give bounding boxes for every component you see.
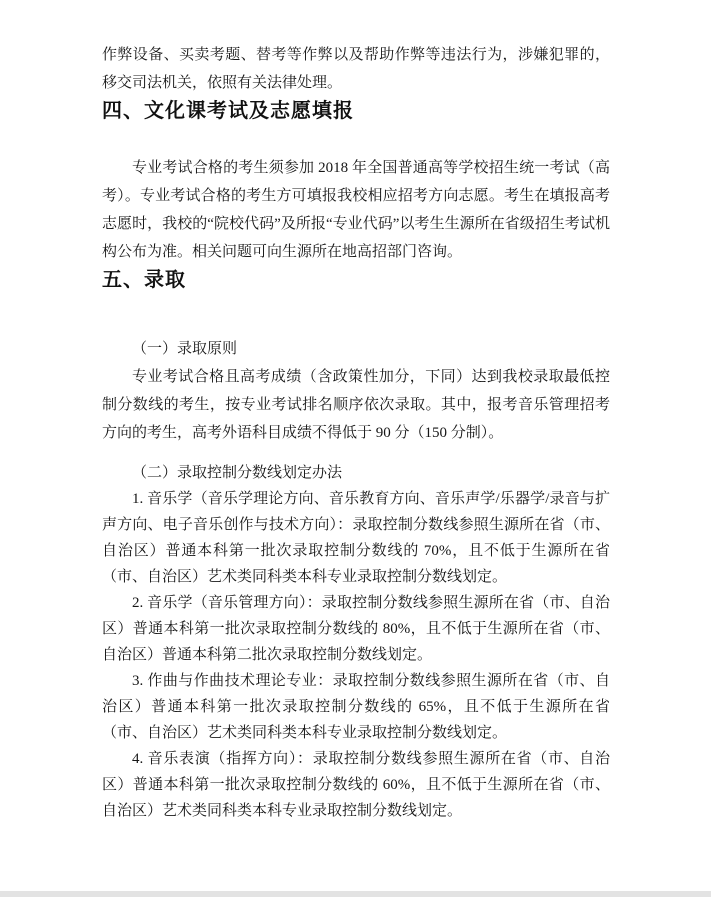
- section4-intro-paragraph: 专业考试合格的考生须参加 2018 年全国普通高等学校招生统一考试（高考）。专业考试合格的考生方可填报我校相应招考方向志愿。考生在填报高考志愿时，我校的“院校代码”及所报“专业代码”以考生生源所在省级招生考试机构公布为准。相关问题可向生源所在地高招部门咨询。: [102, 160, 610, 260]
- list-item-composition: 3. 作曲与作曲技术理论专业：录取控制分数线参照生源所在省（市、自治区）普通本科第一批次录取控制分数线的 65%，且不低于生源所在省（市、自治区）艺术类同科类本科专业录取控制分数线划定。: [102, 673, 610, 741]
- list-item-music-management: 2. 音乐学（音乐管理方向）：录取控制分数线参照生源所在省（市、自治区）普通本科第一批次录取控制分数线的 80%，且不低于生源所在省（市、自治区）普通本科第二批次录取控制分数线划定。: [102, 595, 610, 663]
- subsection-title-score-line-rules: （二）录取控制分数线划定办法: [132, 465, 343, 481]
- admission-principles-body: 专业考试合格且高考成绩（含政策性加分，下同）达到我校录取最低控制分数线的考生，按专业考试排名顺序依次录取。其中，报考音乐管理招考方向的考生，高考外语科目成绩不得低于 90 分（150 分制）。: [102, 369, 610, 441]
- subsection-title-admission-principles: （一）录取原则: [132, 341, 238, 357]
- page-separator: [0, 891, 711, 897]
- page-content: [102, 41, 610, 824]
- list-item-music-performance-conducting: 4. 音乐表演（指挥方向）：录取控制分数线参照生源所在省（市、自治区）普通本科第一批次录取控制分数线的 60%，且不低于生源所在省（市、自治区）艺术类同科类本科专业录取控制分数线划定。: [102, 751, 610, 819]
- list-item-musicology: 1. 音乐学（音乐学理论方向、音乐教育方向、音乐声学/乐器学/录音与扩声方向、电子音乐创作与技术方向）：录取控制分数线参照生源所在省（市、自治区）普通本科第一批次录取控制分数线的 70%，且不低于生源所在省（市、自治区）艺术类同科类本科专业录取控制分数线划定。: [102, 491, 610, 585]
- section-heading-culture-exam-and-application: 四、文化课考试及志愿填报: [102, 100, 354, 122]
- continuation-paragraph: 作弊设备、买卖考题、替考等作弊以及帮助作弊等违法行为，涉嫌犯罪的，移交司法机关，依照有关法律处理。: [102, 47, 610, 91]
- section-heading-admission: 五、录取: [102, 269, 186, 291]
